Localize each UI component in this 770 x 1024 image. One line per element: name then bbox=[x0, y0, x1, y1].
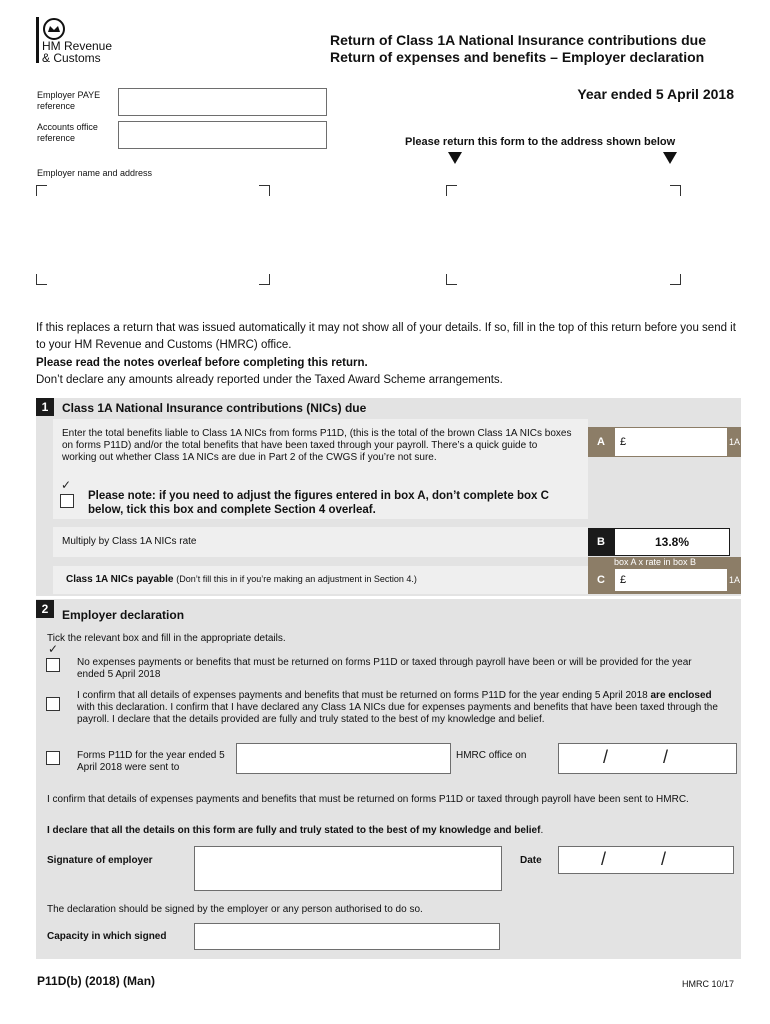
tax-year: Year ended 5 April 2018 bbox=[577, 86, 734, 102]
box-c-label: C bbox=[597, 574, 605, 586]
option-no-expenses: No expenses payments or benefits that must be returned on forms P11D or taxed through payroll have been or will be provided for the year ended 5 April 2018 bbox=[77, 657, 692, 680]
accounts-label: Accounts office reference bbox=[37, 122, 98, 143]
confirm-sent-text: I confirm that details of expenses payments and benefits that must be returned on forms P11D or taxed through payroll have been sent to HMRC. bbox=[47, 794, 689, 805]
capacity-label: Capacity in which signed bbox=[47, 931, 167, 942]
no-expenses-checkbox[interactable] bbox=[46, 658, 60, 672]
return-address-corner bbox=[670, 274, 681, 285]
hmrc-office-field[interactable] bbox=[236, 743, 451, 774]
option2-bold: are enclosed bbox=[650, 690, 712, 701]
form-title-1: Return of Class 1A National Insurance contributions due bbox=[330, 32, 706, 48]
section-2-number: 2 bbox=[36, 600, 54, 618]
address-corner bbox=[259, 185, 270, 196]
date-separator: / bbox=[603, 747, 609, 767]
section-1-title: Class 1A National Insurance contributions (NICs) due bbox=[62, 401, 367, 415]
paye-reference-field[interactable] bbox=[118, 88, 327, 116]
return-address-corner bbox=[446, 185, 457, 196]
intro-tas: Don’t declare any amounts already reported under the Taxed Award Scheme arrangements. bbox=[36, 374, 503, 386]
section-2-title: Employer declaration bbox=[62, 608, 185, 622]
box-a-input[interactable] bbox=[614, 427, 728, 457]
form-version: HMRC 10/17 bbox=[681, 979, 734, 989]
forms-sent-checkbox[interactable] bbox=[46, 751, 60, 765]
date-separator: / bbox=[661, 849, 667, 869]
currency-symbol: £ bbox=[620, 574, 627, 586]
intro-notes: Please read the notes overleaf before completing this return. bbox=[36, 357, 368, 369]
box-a-text: Enter the total benefits liable to Class 1A NICs from forms P11D, (this is the total of the brown Class 1A NICs boxes on forms P11D) and/or the total benefits that have been taxed through your payroll. There’s a quick guide to working out whether Class 1A NICs are due in Part 2 of the CWGS if you’re not sure. bbox=[62, 428, 572, 463]
address-corner bbox=[36, 185, 47, 196]
capacity-field[interactable] bbox=[194, 923, 500, 950]
adjust-box-a-checkbox[interactable] bbox=[60, 494, 74, 508]
calc-hint: box A x rate in box B bbox=[614, 557, 697, 567]
declaration-bold: I declare that all the details on this form are fully and truly stated to the best of my knowledge and belief bbox=[47, 825, 541, 836]
crown-crest-icon bbox=[42, 17, 66, 41]
payable-label bbox=[66, 574, 417, 585]
form-code: P11D(b) (2018) (Man) bbox=[37, 974, 156, 988]
option2-part-a: I confirm that all details of expenses payments and benefits that must be returned on forms P11D for the year ending 5 April 2018 bbox=[77, 690, 651, 701]
return-notice: Please return this form to the address shown below bbox=[405, 136, 676, 148]
box-b-rate: 13.8% bbox=[614, 528, 730, 556]
date-separator: / bbox=[601, 849, 607, 869]
payable-note: (Don’t fill this in if you’re making an adjustment in Section 4.) bbox=[176, 574, 417, 584]
currency-symbol: £ bbox=[620, 436, 627, 448]
signature-label: Signature of employer bbox=[47, 855, 153, 866]
tick-mark-icon: ✓ bbox=[61, 478, 72, 492]
accounts-reference-field[interactable] bbox=[118, 121, 327, 149]
signature-field[interactable] bbox=[194, 846, 502, 891]
box-a-tag: 1A bbox=[728, 427, 741, 457]
signed-note: The declaration should be signed by the employer or any person authorised to do so. bbox=[47, 904, 423, 915]
hmrc-logo bbox=[36, 17, 126, 65]
box-a-label: A bbox=[588, 427, 614, 457]
section-2-instruction: Tick the relevant box and fill in the appropriate details. bbox=[47, 633, 286, 644]
declaration-end: . bbox=[540, 825, 544, 836]
logo-line1: HM Revenue bbox=[42, 39, 113, 53]
down-triangle-icon bbox=[663, 152, 677, 164]
name-address-label: Employer name and address bbox=[37, 168, 153, 178]
box-c-tag: 1A bbox=[728, 575, 740, 585]
box-c-input[interactable] bbox=[614, 568, 728, 592]
logo-line2: & Customs bbox=[42, 51, 101, 65]
form-title-2: Return of expenses and benefits – Employer declaration bbox=[330, 49, 705, 65]
forms-enclosed-checkbox[interactable] bbox=[46, 697, 60, 711]
section-1-number: 1 bbox=[36, 398, 54, 416]
adjust-note: Please note: if you need to adjust the figures entered in box A, don’t complete box C below, tick this box and complete Section 4 overleaf. bbox=[88, 490, 549, 516]
intro-text: If this replaces a return that was issued automatically it may not show all of your details. If so, fill in the top of this return before you send it to your HM Revenue and Customs (HMRC) office. bbox=[36, 322, 736, 351]
signature-date-field[interactable] bbox=[558, 846, 734, 874]
forms-sent-label: Forms P11D for the year ended 5 April 2018 were sent to bbox=[77, 750, 225, 773]
declaration-text bbox=[47, 825, 737, 837]
address-corner bbox=[36, 274, 47, 285]
address-corner bbox=[259, 274, 270, 285]
down-triangle-icon bbox=[448, 152, 462, 164]
hmrc-office-on-label: HMRC office on bbox=[456, 750, 527, 761]
option-forms-enclosed bbox=[77, 690, 727, 726]
option2-part-b: with this declaration. I confirm that I have declared any Class 1A NICs due for expenses payments and benefits that have been taxed through the payroll. I declare that the details provided are fully and truly stated to the best of my knowledge and belief. bbox=[77, 702, 718, 725]
date-label: Date bbox=[520, 855, 542, 866]
date-separator: / bbox=[663, 747, 669, 767]
rate-label: Multiply by Class 1A NICs rate bbox=[62, 536, 197, 547]
paye-label: Employer PAYE reference bbox=[37, 90, 101, 111]
sent-date-field[interactable] bbox=[558, 743, 737, 774]
payable-label-bold: Class 1A NICs payable bbox=[66, 574, 174, 585]
crown-crest-icon bbox=[36, 17, 39, 63]
return-address-corner bbox=[446, 274, 457, 285]
return-address-corner bbox=[670, 185, 681, 196]
tick-mark-icon: ✓ bbox=[48, 642, 59, 656]
box-b-label: B bbox=[588, 528, 614, 556]
